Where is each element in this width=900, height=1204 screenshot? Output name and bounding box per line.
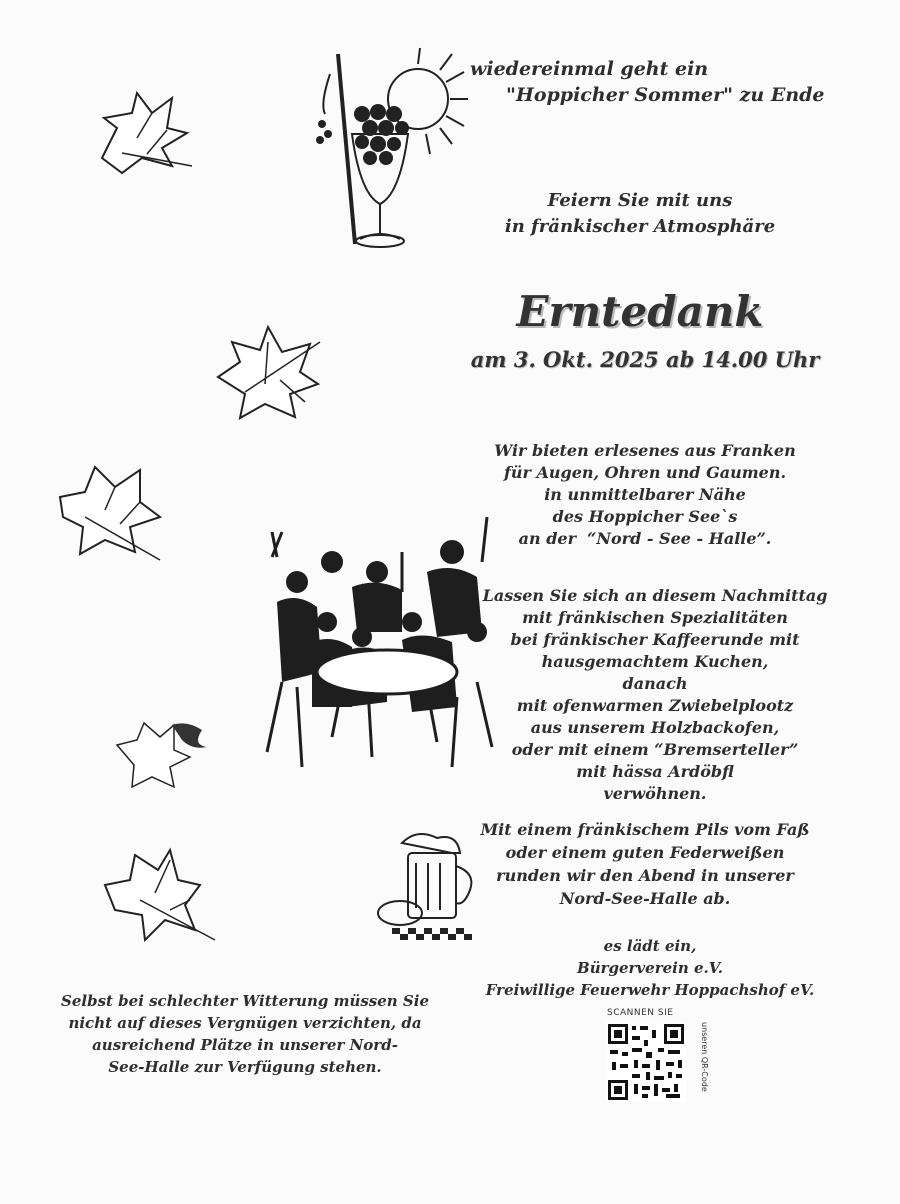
leaf-icon (92, 88, 202, 183)
hosts-line: Bürgerverein e.V. (577, 959, 723, 977)
evening-line: Mit einem fränkischem Pils vom Faß (480, 820, 810, 839)
afternoon-line: Lassen Sie sich an diesem Nachmittag (482, 586, 828, 605)
offer-line: in unmittelbarer Nähe (544, 485, 746, 504)
hosts-line: es lädt ein, (603, 937, 697, 955)
weather-note (60, 990, 430, 1078)
intro-line: wiedereinmal geht ein (470, 58, 709, 80)
leaf-icon (100, 845, 220, 945)
qr-label: SCANNEN SIE (607, 1008, 674, 1018)
offer-line: an der “Nord - See - Halle”. (518, 529, 772, 548)
afternoon-line: danach (622, 674, 688, 693)
afternoon-line: bei fränkischer Kaffeerunde mit (510, 630, 800, 649)
offer-line: für Augen, Ohren und Gaumen. (503, 463, 787, 482)
grapes-wine-glass-icon (300, 44, 470, 254)
hosts-line: Freiwillige Feuerwehr Hoppachshof eV. (485, 981, 815, 999)
leaf-icon (210, 322, 325, 427)
event-date: am 3. Okt. 2025 ab 14.00 Uhr (470, 347, 820, 372)
weather-line: See-Halle zur Verfügung stehen. (108, 1058, 382, 1076)
afternoon-line: mit hässa Ardöbfl (576, 762, 734, 781)
offer-line: Wir bieten erlesenes aus Franken (494, 441, 796, 460)
afternoon-line: hausgemachtem Kuchen, (541, 652, 769, 671)
evening-line: runden wir den Abend in unserer (496, 866, 794, 885)
afternoon-line: mit fränkischen Spezialitäten (522, 608, 788, 627)
evening-line: oder einem guten Federweißen (505, 843, 785, 862)
afternoon-line: oder mit einem “Bremserteller” (511, 740, 799, 759)
beer-mug-icon (372, 828, 484, 948)
afternoon-text (480, 585, 830, 805)
afternoon-line: verwöhnen. (603, 784, 707, 803)
intro-text (470, 56, 830, 108)
intro-line: "Hoppicher Sommer" zu Ende (506, 84, 825, 106)
party-table-icon (252, 512, 502, 787)
hosts-text (480, 935, 820, 1001)
qr-code-icon[interactable] (606, 1022, 686, 1102)
weather-line: nicht auf dieses Vergnügen verzichten, da (68, 1014, 422, 1032)
afternoon-line: mit ofenwarmen Zwiebelplootz (516, 696, 794, 715)
invite-line: in fränkischer Atmosphäre (504, 216, 776, 237)
weather-line: ausreichend Plätze in unserer Nord- (92, 1036, 398, 1054)
invite-text (490, 188, 790, 240)
evening-line: Nord-See-Halle ab. (559, 889, 731, 908)
qr-side-text: unseren QR-Code (700, 1022, 709, 1092)
evening-text (480, 818, 810, 910)
afternoon-line: aus unserem Holzbackofen, (530, 718, 780, 737)
invite-line: Feiern Sie mit uns (547, 190, 733, 211)
offer-text (485, 440, 805, 550)
offer-line: des Hoppicher See`s (552, 507, 738, 526)
weather-line: Selbst bei schlechter Witterung müssen Sie (61, 992, 429, 1010)
leaf-icon (55, 462, 165, 562)
leaf-icon (112, 715, 212, 795)
event-title: Erntedank (516, 287, 764, 336)
